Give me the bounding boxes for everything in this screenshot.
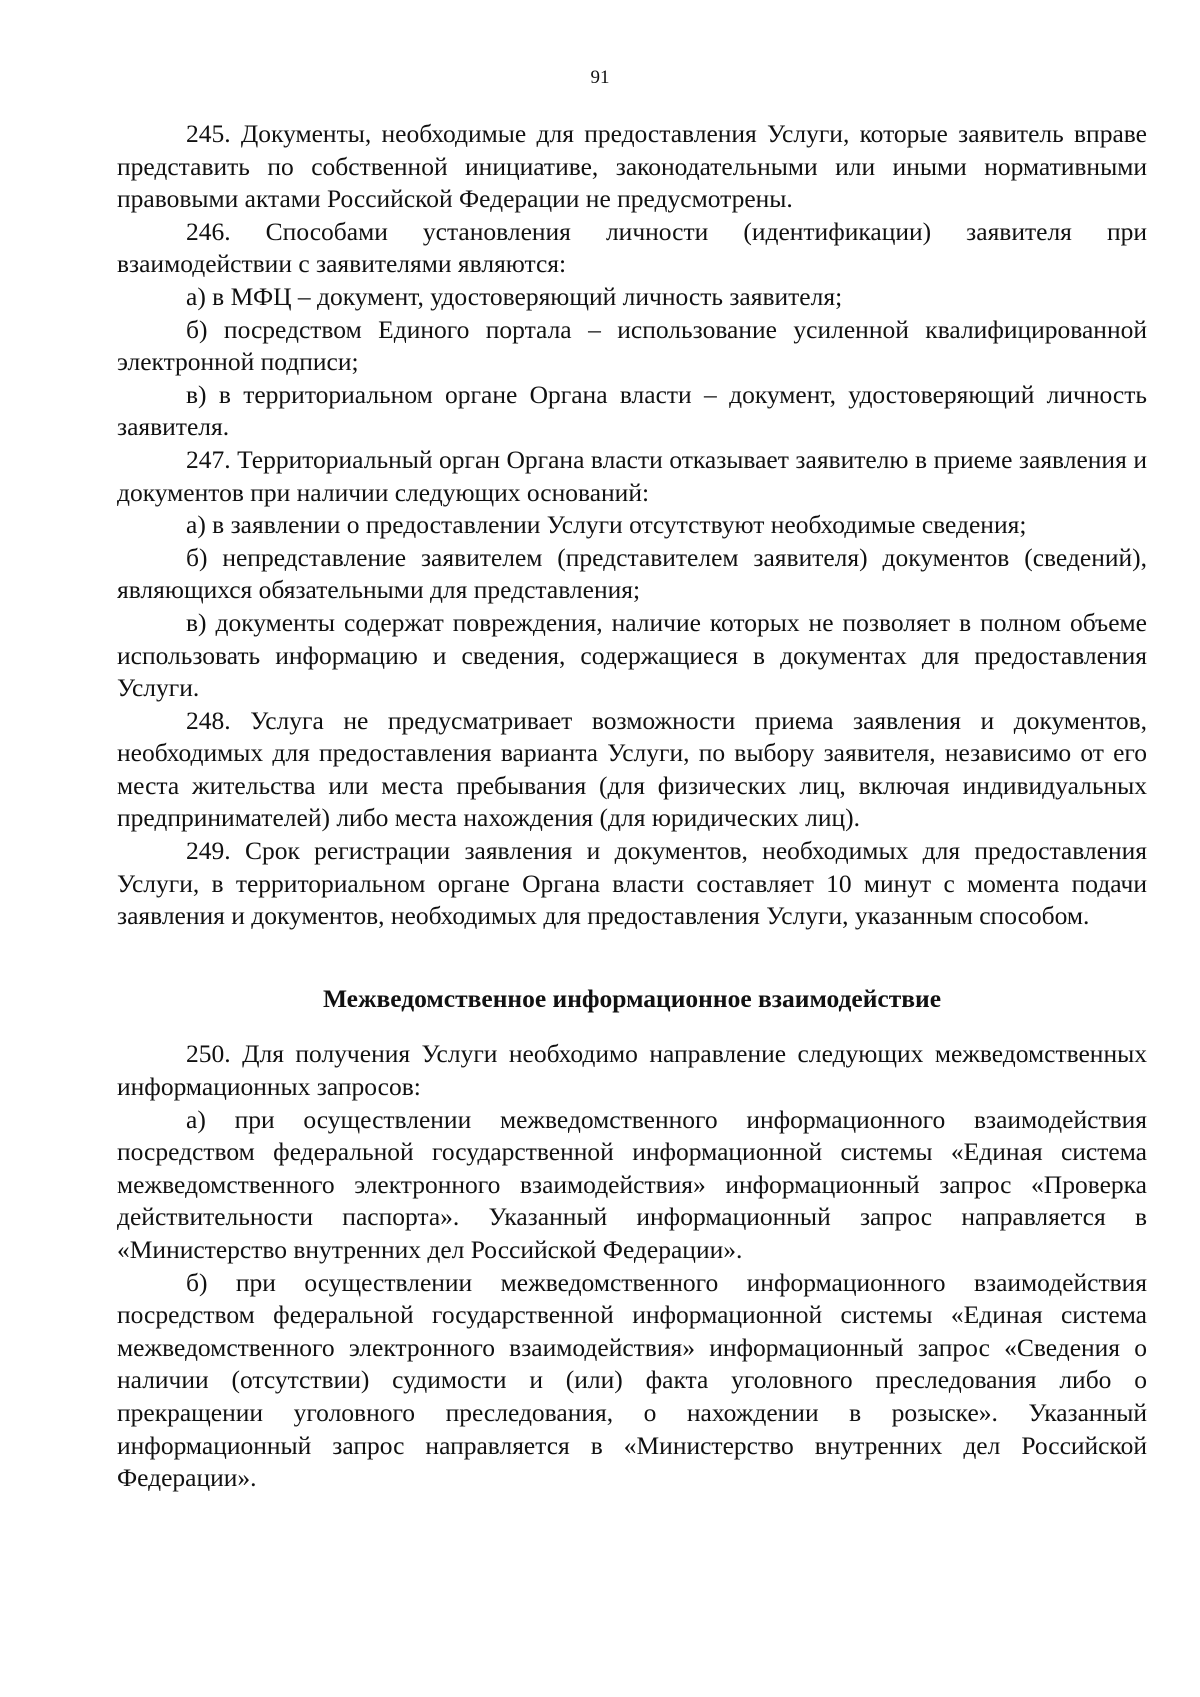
section-heading: Межведомственное информационное взаимодействие [322,983,942,1013]
paragraph-250-a: а) при осуществлении межведомственного информационного взаимодействия посредством федеральной государственной информационной системы «Единая система межведомственного электронного взаимодействия» информационный запрос «Проверка действительности паспорта». Указанный информационный запрос направляется в «Министерство внутренних дел Российской Федерации». [117,1104,1147,1264]
paragraph-246-b: б) посредством Единого портала – использование усиленной квалифицированной электронной подписи; [117,314,1147,377]
paragraph-250: 250. Для получения Услуги необходимо направление следующих межведомственных информационных запросов: [117,1039,1147,1102]
paragraph-247-b: б) непредставление заявителем (представителем заявителя) документов (сведений), являющихся обязательными для представления; [117,542,1147,605]
page-number: 91 [590,67,610,88]
document-body [117,118,1147,1495]
paragraph-245: 245. Документы, необходимые для предоставления Услуги, которые заявитель вправе представить по собственной инициативе, законодательными или иными нормативными правовыми актами Российской Федерации не предусмотрены. [117,119,1147,214]
paragraph-246-v: в) в территориальном органе Органа власти – документ, удостоверяющий личность заявителя. [117,379,1147,442]
paragraph-247-a: а) в заявлении о предоставлении Услуги отсутствуют необходимые сведения; [186,510,1027,540]
paragraph-246: 246. Способами установления личности (идентификации) заявителя при взаимодействии с заявителями являются: [117,216,1147,279]
paragraph-246-a: а) в МФЦ – документ, удостоверяющий личность заявителя; [186,281,843,311]
paragraph-247-v: в) документы содержат повреждения, наличие которых не позволяет в полном объеме использовать информацию и сведения, содержащиеся в документах для предоставления Услуги. [117,607,1147,703]
paragraph-250-b: б) при осуществлении межведомственного информационного взаимодействия посредством федеральной государственной информационной системы «Единая система межведомственного электронного взаимодействия» информационный запрос «Сведения о наличии (отсутствии) судимости и (или) факта уголовного преследования либо о прекращении уголовного преследования, о нахождении в розыске». Указанный информационный запрос направляется в «Министерство внутренних дел Российской Федерации». [117,1267,1147,1493]
paragraph-249: 249. Срок регистрации заявления и документов, необходимых для предоставления Услуги, в территориальном органе Органа власти составляет 10 минут с момента подачи заявления и документов, необходимых для предоставления Услуги, указанным способом. [117,836,1147,931]
paragraph-248: 248. Услуга не предусматривает возможности приема заявления и документов, необходимых для предоставления варианта Услуги, по выбору заявителя, независимо от его места жительства или места пребывания (для физических лиц, включая индивидуальных предпринимателей) либо места нахождения (для юридических лиц). [117,705,1147,833]
paragraph-247: 247. Территориальный орган Органа власти отказывает заявителю в приеме заявления и документов при наличии следующих оснований: [117,444,1147,507]
